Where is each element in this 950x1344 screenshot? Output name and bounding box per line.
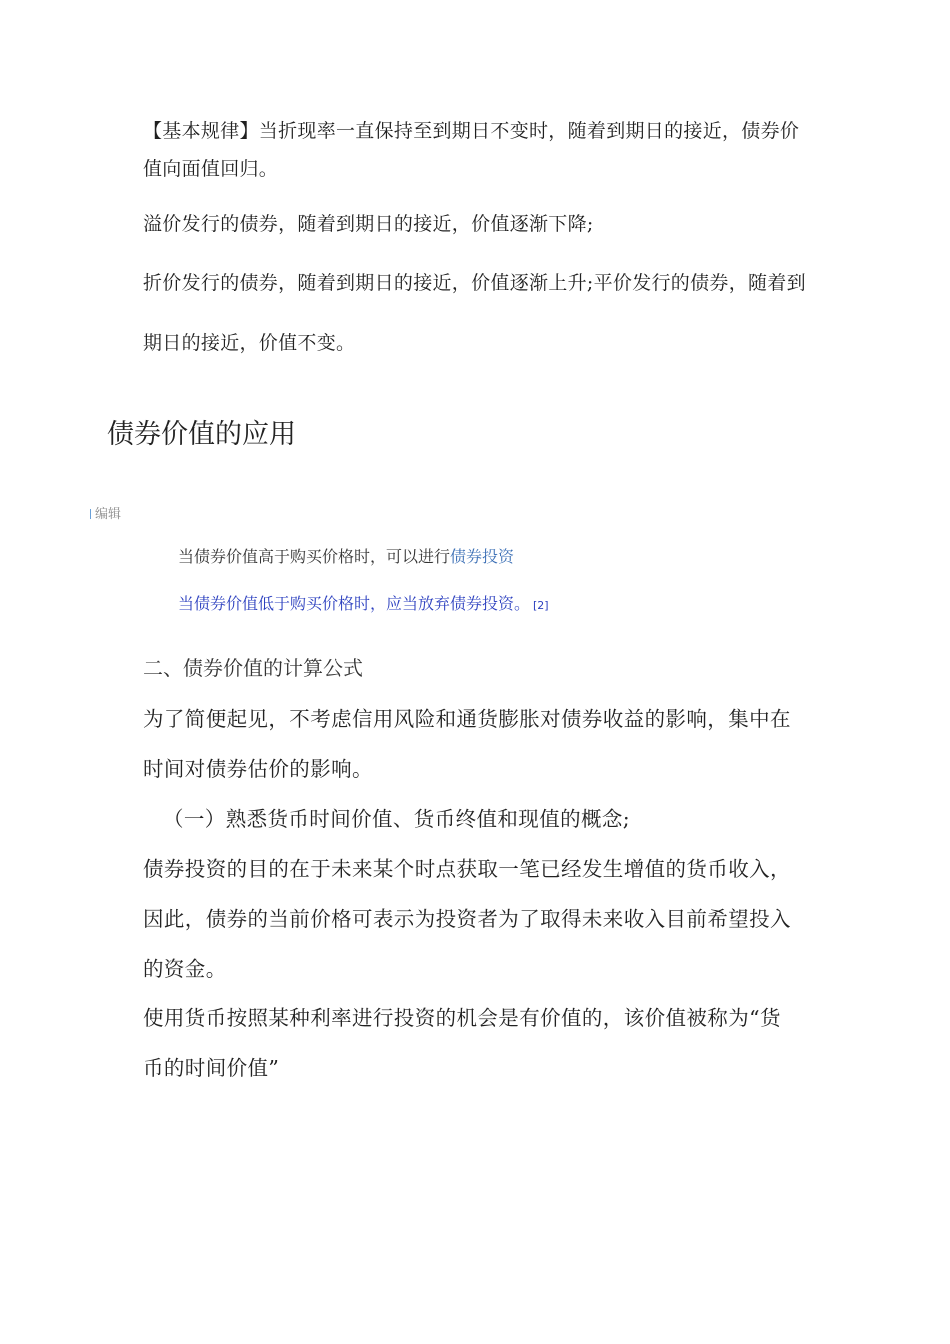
- premium-line: 溢价发行的债券，随着到期日的接近，价值逐渐下降;: [143, 213, 594, 235]
- edit-bar-icon: [90, 509, 91, 519]
- timevalue-line-1: 使用货币按照某种利率进行投资的机会是有价值的，该价值被称为“货: [143, 1006, 781, 1030]
- timevalue-line-2: 币的时间价值”: [143, 1056, 280, 1080]
- application-line-1: [178, 544, 514, 567]
- purpose-line-2: 因此，债券的当前价格可表示为投资者为了取得未来收入目前希望投入: [143, 907, 791, 931]
- purpose-line-1: 债券投资的目的在于未来某个时点获取一笔已经发生增值的货币收入，: [143, 857, 791, 881]
- subsection-title: （一）熟悉货币时间价值、货币终值和现值的概念;: [163, 807, 631, 831]
- reference-link[interactable]: [2]: [533, 599, 549, 612]
- edit-link[interactable]: [90, 503, 121, 522]
- rule-line-2: 值向面值回归。: [143, 158, 279, 180]
- application-text-1: 当债券价值高于购买价格时，可以进行: [178, 547, 451, 566]
- formula-section-title: 二、债券价值的计算公式: [143, 656, 363, 680]
- purpose-line-3: 的资金。: [143, 957, 227, 981]
- intro-line-1: 为了简便起见，不考虑信用风险和通货膨胀对债券收益的影响，集中在: [143, 707, 791, 731]
- section-heading: 债券价值的应用: [107, 419, 296, 450]
- rule-line-1: 【基本规律】当折现率一直保持至到期日不变时，随着到期日的接近，债券价: [143, 120, 800, 142]
- discount-line-1: 折价发行的债券，随着到期日的接近，价值逐渐上升;平价发行的债券，随着到: [143, 272, 806, 294]
- discount-line-2: 期日的接近，价值不变。: [143, 332, 356, 354]
- bond-investment-link[interactable]: 债券投资: [450, 547, 515, 566]
- edit-label: 编辑: [95, 507, 122, 522]
- application-text-2: 当债券价值低于购买价格时，应当放弃债券投资。: [178, 594, 531, 613]
- application-line-2: [178, 591, 549, 614]
- intro-line-2: 时间对债券估价的影响。: [143, 757, 373, 781]
